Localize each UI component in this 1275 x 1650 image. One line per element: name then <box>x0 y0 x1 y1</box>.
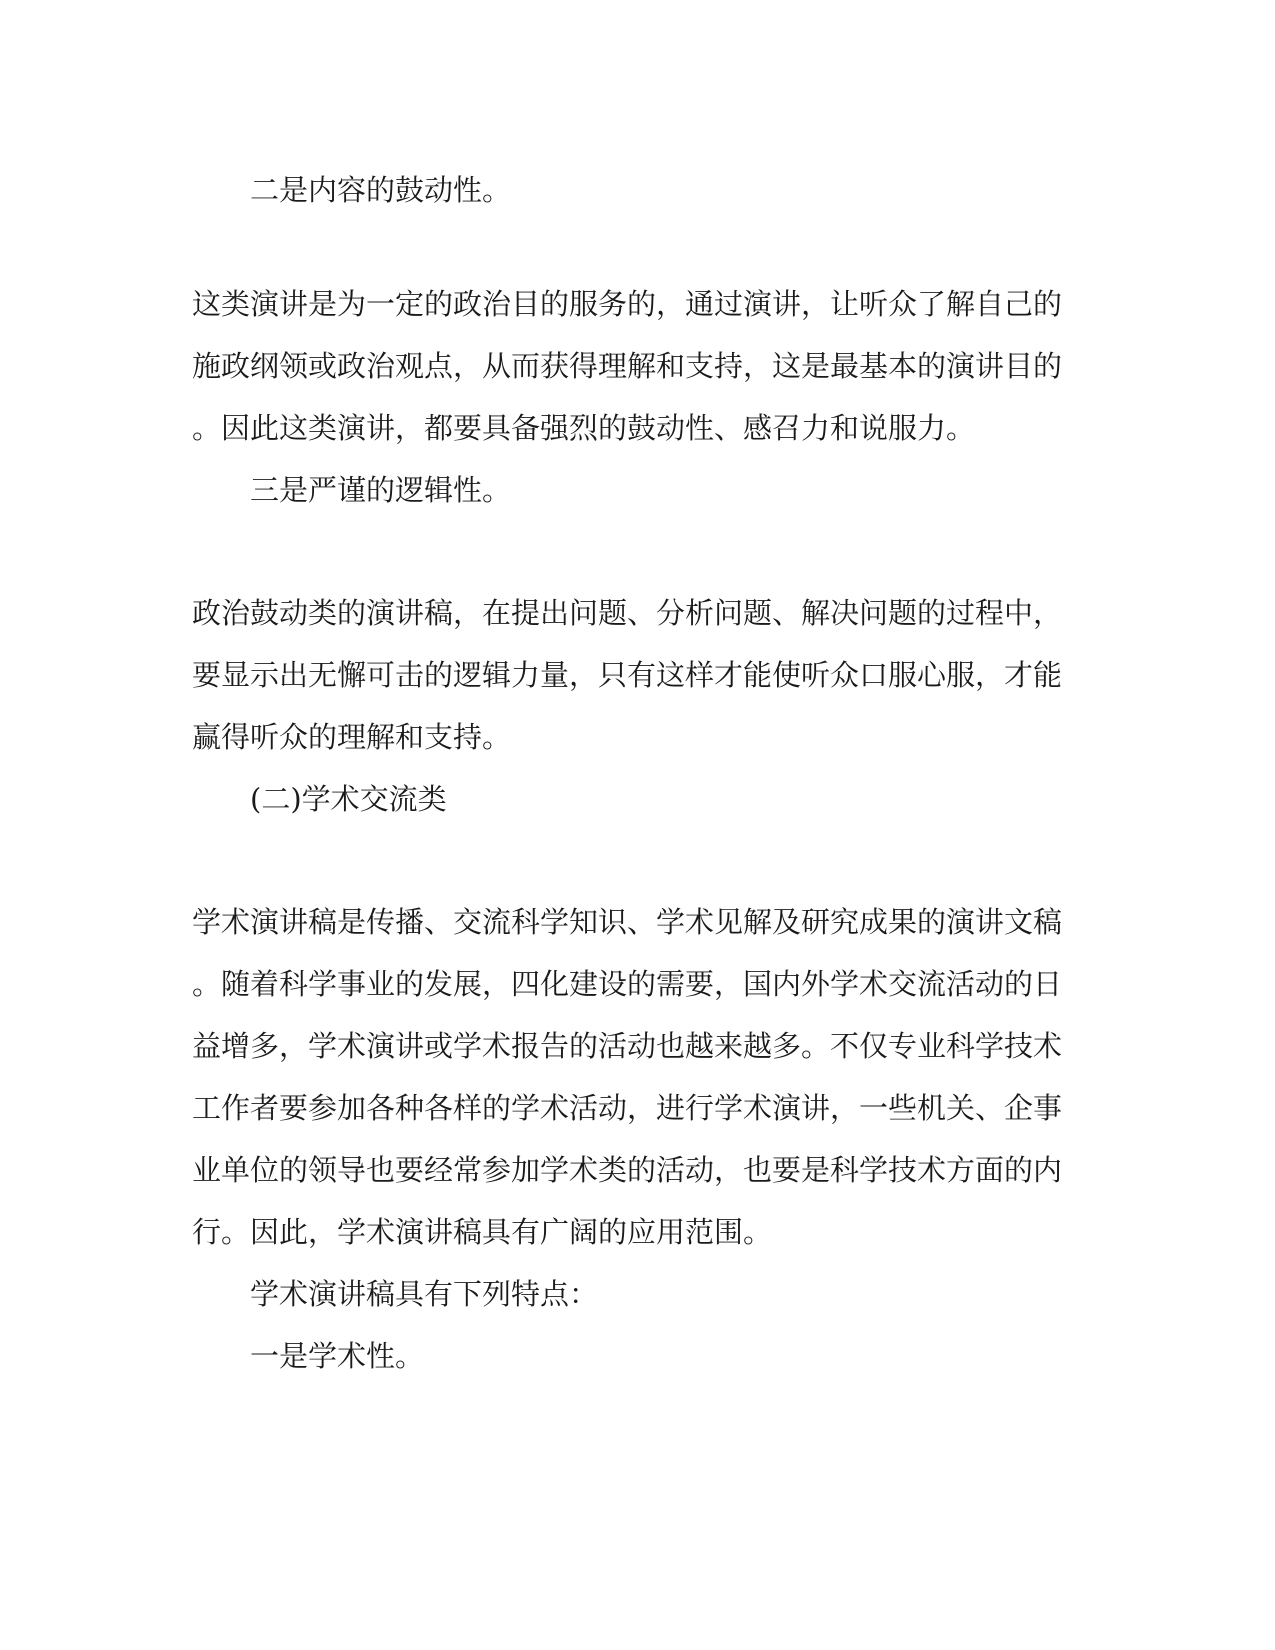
paragraph-line: 施政纲领或政治观点，从而获得理解和支持，这是最基本的演讲目的 <box>192 349 1063 383</box>
paragraph-line: 赢得听众的理解和支持。 <box>192 720 512 754</box>
subheading-line: 学术演讲稿具有下列特点： <box>250 1277 599 1311</box>
section-heading: (二)学术交流类 <box>250 782 447 816</box>
paragraph-line: 政治鼓动类的演讲稿，在提出问题、分析问题、解决问题的过程中， <box>192 596 1063 630</box>
paragraph-line: 工作者要参加各种各样的学术活动，进行学术演讲，一些机关、企事 <box>192 1091 1063 1125</box>
paragraph-line: 行。因此，学术演讲稿具有广阔的应用范围。 <box>192 1215 773 1249</box>
paragraph-line: 要显示出无懈可击的逻辑力量，只有这样才能使听众口服心服，才能 <box>192 658 1063 692</box>
paragraph-line: 益增多，学术演讲或学术报告的活动也越来越多。不仅专业科学技术 <box>192 1029 1063 1063</box>
paragraph-line: 。随着科学事业的发展，四化建设的需要，国内外学术交流活动的日 <box>192 967 1063 1001</box>
subheading-line: 一是学术性。 <box>250 1339 425 1373</box>
subheading-line: 二是内容的鼓动性。 <box>250 173 512 207</box>
subheading-line: 三是严谨的逻辑性。 <box>250 473 512 507</box>
paragraph-line: 学术演讲稿是传播、交流科学知识、学术见解及研究成果的演讲文稿 <box>192 905 1063 939</box>
paragraph-line: 这类演讲是为一定的政治目的服务的，通过演讲，让听众了解自己的 <box>192 287 1063 321</box>
paragraph-line: 业单位的领导也要经常参加学术类的活动，也要是科学技术方面的内 <box>192 1153 1063 1187</box>
paragraph-line: 。因此这类演讲，都要具备强烈的鼓动性、感召力和说服力。 <box>192 411 976 445</box>
